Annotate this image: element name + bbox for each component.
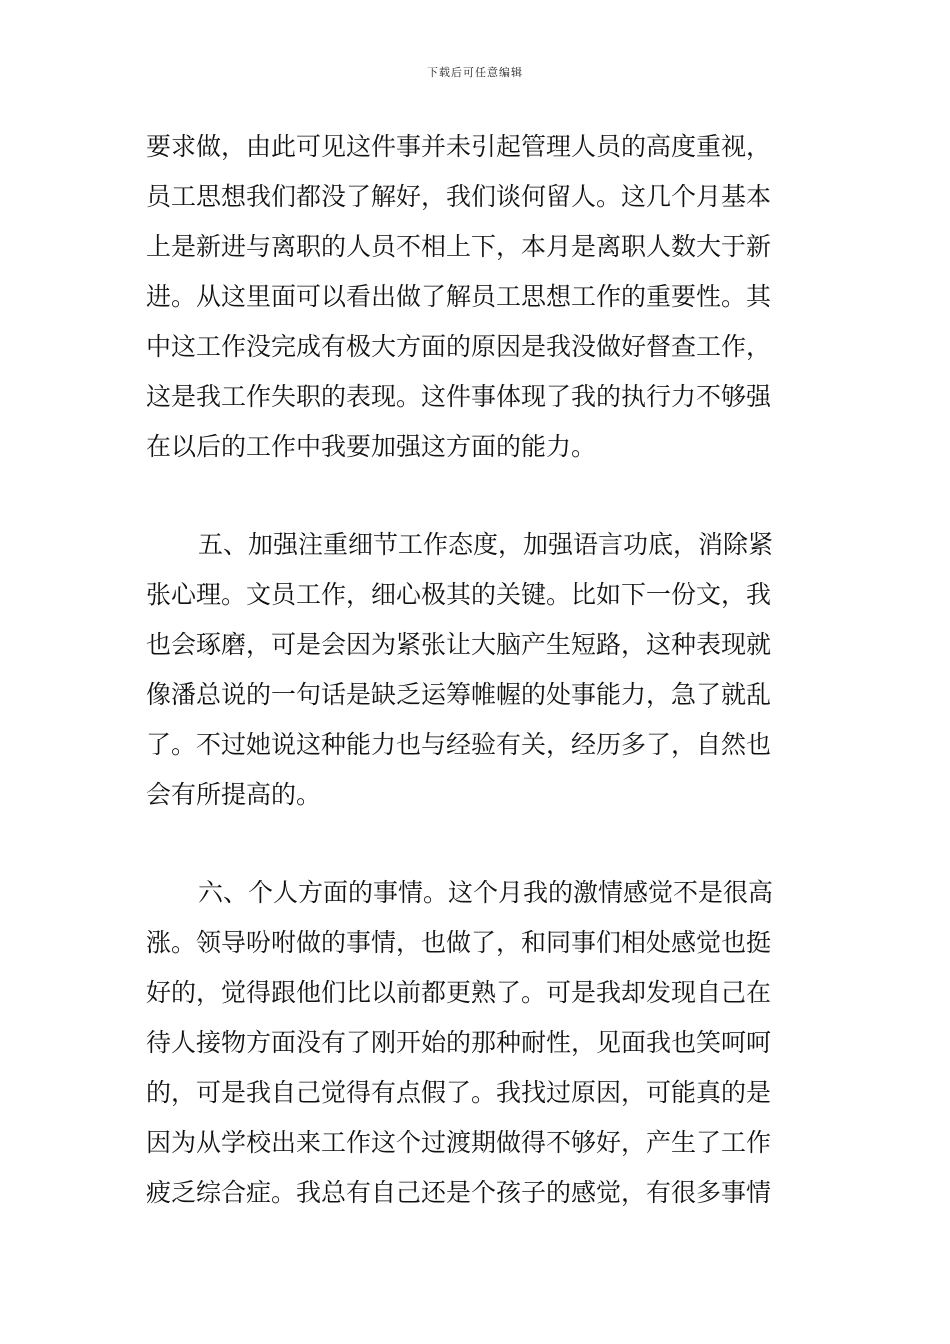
text-line: 的，可是我自己觉得有点假了。我找过原因，可能真的是 xyxy=(146,1078,772,1107)
paragraph-section-five xyxy=(146,520,816,820)
text-line: 张心理。文员工作，细心极其的关键。比如下一份文，我 xyxy=(146,580,772,609)
document-body xyxy=(146,122,816,1218)
page-header: 下载后可任意编辑 xyxy=(427,66,523,79)
text-line: 员工思想我们都没了解好，我们谈何留人。这几个月基本 xyxy=(146,182,772,211)
text-line: 待人接物方面没有了刚开始的那种耐性，见面我也笑呵呵 xyxy=(146,1028,772,1057)
text-line: 进。从这里面可以看出做了解员工思想工作的重要性。其 xyxy=(146,282,772,311)
text-line: 上是新进与离职的人员不相上下，本月是离职人数大于新 xyxy=(146,232,772,261)
text-line: 因为从学校出来工作这个过渡期做得不够好，产生了工作 xyxy=(146,1128,772,1157)
text-line: 会有所提高的。 xyxy=(146,780,322,809)
paragraph-spacer xyxy=(146,820,816,868)
text-line: 疲乏综合症。我总有自己还是个孩子的感觉，有很多事情 xyxy=(146,1178,772,1207)
paragraph-continuation xyxy=(146,122,816,472)
text-line: 要求做，由此可见这件事并未引起管理人员的高度重视， xyxy=(146,132,772,161)
text-line: 了。不过她说这种能力也与经验有关，经历多了，自然也 xyxy=(146,730,772,759)
text-line: 像潘总说的一句话是缺乏运筹帷幄的处事能力，急了就乱 xyxy=(146,680,772,709)
paragraph-spacer xyxy=(146,472,816,520)
text-line: 这是我工作失职的表现。这件事体现了我的执行力不够强 xyxy=(146,382,772,411)
text-line: 涨。领导吩咐做的事情，也做了，和同事们相处感觉也挺 xyxy=(146,928,772,957)
text-line: 中这工作没完成有极大方面的原因是我没做好督查工作， xyxy=(146,332,772,361)
text-line: 五、加强注重细节工作态度，加强语言功底，消除紧 xyxy=(198,530,774,559)
text-line: 也会琢磨，可是会因为紧张让大脑产生短路，这种表现就 xyxy=(146,630,772,659)
text-line: 六、个人方面的事情。这个月我的激情感觉不是很高 xyxy=(198,878,774,907)
paragraph-section-six xyxy=(146,868,816,1218)
text-line: 好的，觉得跟他们比以前都更熟了。可是我却发现自己在 xyxy=(146,978,772,1007)
text-line: 在以后的工作中我要加强这方面的能力。 xyxy=(146,432,597,461)
